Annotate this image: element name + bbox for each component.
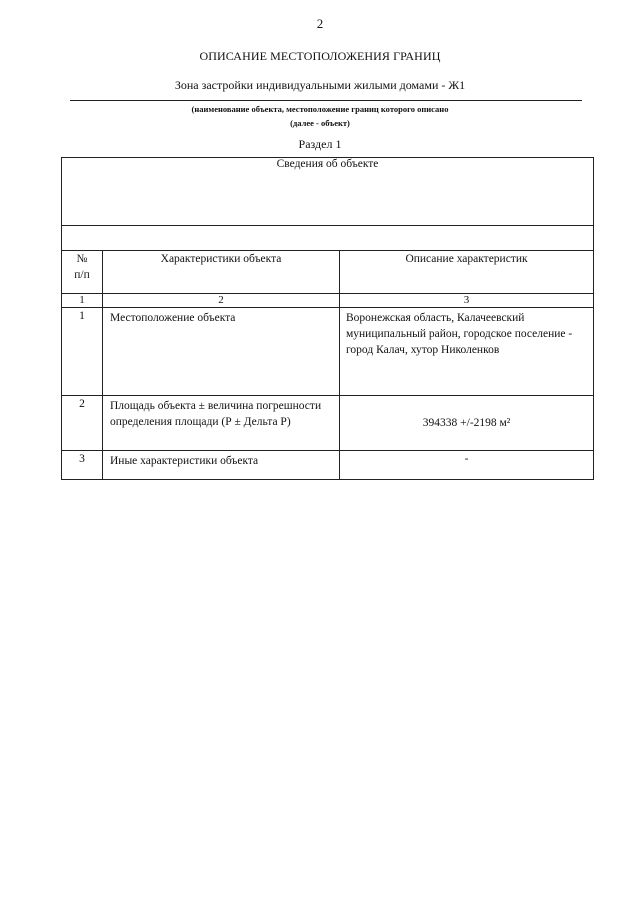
table-row [62,396,594,451]
table-empty-row [62,226,594,251]
row-description: Воронежская область, Калачеевский муниципальный район, городское поселение - город Калач, хутор Николенков [340,308,594,396]
empty-cell [62,226,594,251]
row-characteristic: Иные характеристики объекта [103,451,340,480]
column-number: 1 [62,294,103,308]
row-description: 394338 +/-2198 м² [340,396,594,451]
row-number: 2 [62,396,103,451]
page-number: 2 [316,16,324,31]
column-numbers-row [62,294,594,308]
row-description: - [340,451,594,480]
table-row [62,308,594,396]
table-row [62,451,594,480]
column-headers-row [62,251,594,294]
row-number: 3 [62,451,103,480]
column-header-description: Описание характеристик [340,251,594,294]
column-number: 2 [103,294,340,308]
object-caption-line-2: (далее - объект) [290,118,350,128]
object-caption-line-1: (наименование объекта, местоположение границ которого описано [191,104,449,114]
object-info-table [61,157,594,480]
section-label: Раздел 1 [298,137,342,151]
column-header-num: № п/п [62,251,103,294]
table-header-row [62,158,594,226]
title-underline [70,100,582,101]
column-header-characteristics: Характеристики объекта [103,251,340,294]
table-header: Сведения об объекте [62,158,594,226]
document-title: ОПИСАНИЕ МЕСТОПОЛОЖЕНИЯ ГРАНИЦ [199,49,441,63]
row-characteristic: Местоположение объекта [103,308,340,396]
zone-name: Зона застройки индивидуальными жилыми домами - Ж1 [174,78,466,92]
column-number: 3 [340,294,594,308]
row-number: 1 [62,308,103,396]
row-characteristic: Площадь объекта ± величина погрешности определения площади (Р ± Дельта Р) [103,396,340,451]
